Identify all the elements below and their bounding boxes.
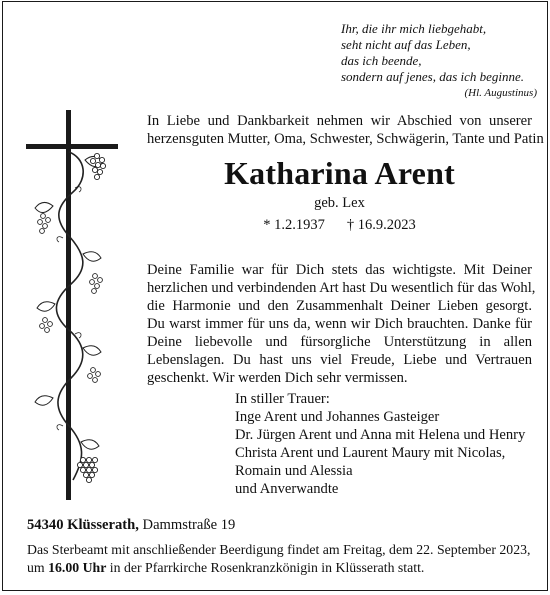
quote-block: [341, 21, 537, 100]
funeral-info-line: [27, 559, 527, 577]
message-line: Lebenslagen. Du hast uns viel Freude, Liebe und Vertrauen: [147, 352, 532, 368]
farewell-message: [147, 261, 536, 387]
mourner-line: Dr. Jürgen Arent und Anna mit Helena und Henry: [235, 427, 526, 443]
address-street: Dammstraße 19: [138, 517, 236, 533]
mourners-list: [235, 390, 535, 498]
deceased-name: Katharina Arent: [224, 155, 455, 191]
message-line: Du warst immer für uns da, wenn wir Dich brauchten. Danke für: [147, 316, 532, 332]
birth-name: geb. Lex: [314, 195, 365, 211]
address: [27, 516, 527, 534]
funeral-info: [27, 541, 531, 577]
funeral-location: in der Pfarrkirche Rosenkranzkönigin in Klüsserath statt.: [106, 560, 425, 575]
intro-text: [147, 112, 544, 148]
quote-line: das ich beende,: [341, 53, 422, 68]
life-dates: [147, 216, 532, 234]
birth-date: * 1.2.1937: [263, 217, 325, 233]
message-line: herzlichen und verbindenden Art hast Du wesentlich für das Wohl,: [147, 280, 536, 296]
cross-with-vine-icon: [23, 108, 123, 509]
address-city: 54340 Klüsserath,: [27, 517, 139, 533]
mourner-line: und Anverwandte: [235, 481, 339, 497]
mourner-line: Christa Arent und Laurent Maury mit Nicolas,: [235, 445, 506, 461]
death-date: † 16.9.2023: [346, 217, 416, 233]
message-line: geschenkt. Wir werden Dich sehr vermissen.: [147, 370, 408, 386]
obituary-card: [2, 1, 548, 591]
message-line: Deine Familie war für Dich stets das wichtigste. Mit Deiner: [147, 262, 532, 278]
mourners-heading: In stiller Trauer:: [235, 391, 330, 407]
quote-author: (Hl. Augustinus): [464, 87, 537, 99]
quote-line: Ihr, die ihr mich liebgehabt,: [341, 21, 487, 36]
intro-line: In Liebe und Dankbarkeit nehmen wir Abschied von unserer: [147, 113, 532, 129]
mourner-line: Romain und Alessia: [235, 463, 353, 479]
mourner-line: Inge Arent und Johannes Gasteiger: [235, 409, 440, 425]
funeral-info-line: Das Sterbeamt mit anschließender Beerdigung findet am Freitag, dem 22. September 2023,: [27, 542, 531, 557]
quote-line: sondern auf jenes, das ich beginne.: [341, 69, 525, 84]
funeral-time: 16.00 Uhr: [48, 560, 107, 575]
quote-line: seht nicht auf das Leben,: [341, 37, 471, 52]
funeral-time-prefix: um: [27, 560, 49, 575]
intro-line: herzensguten Mutter, Oma, Schwester, Schwägerin, Tante und Patin: [147, 131, 544, 147]
message-line: Deine liebevolle und fürsorgliche Unterstützung in allen: [147, 334, 532, 350]
message-line: die Harmonie und den Zusammenhalt Deiner Lieben gesorgt.: [147, 298, 532, 314]
